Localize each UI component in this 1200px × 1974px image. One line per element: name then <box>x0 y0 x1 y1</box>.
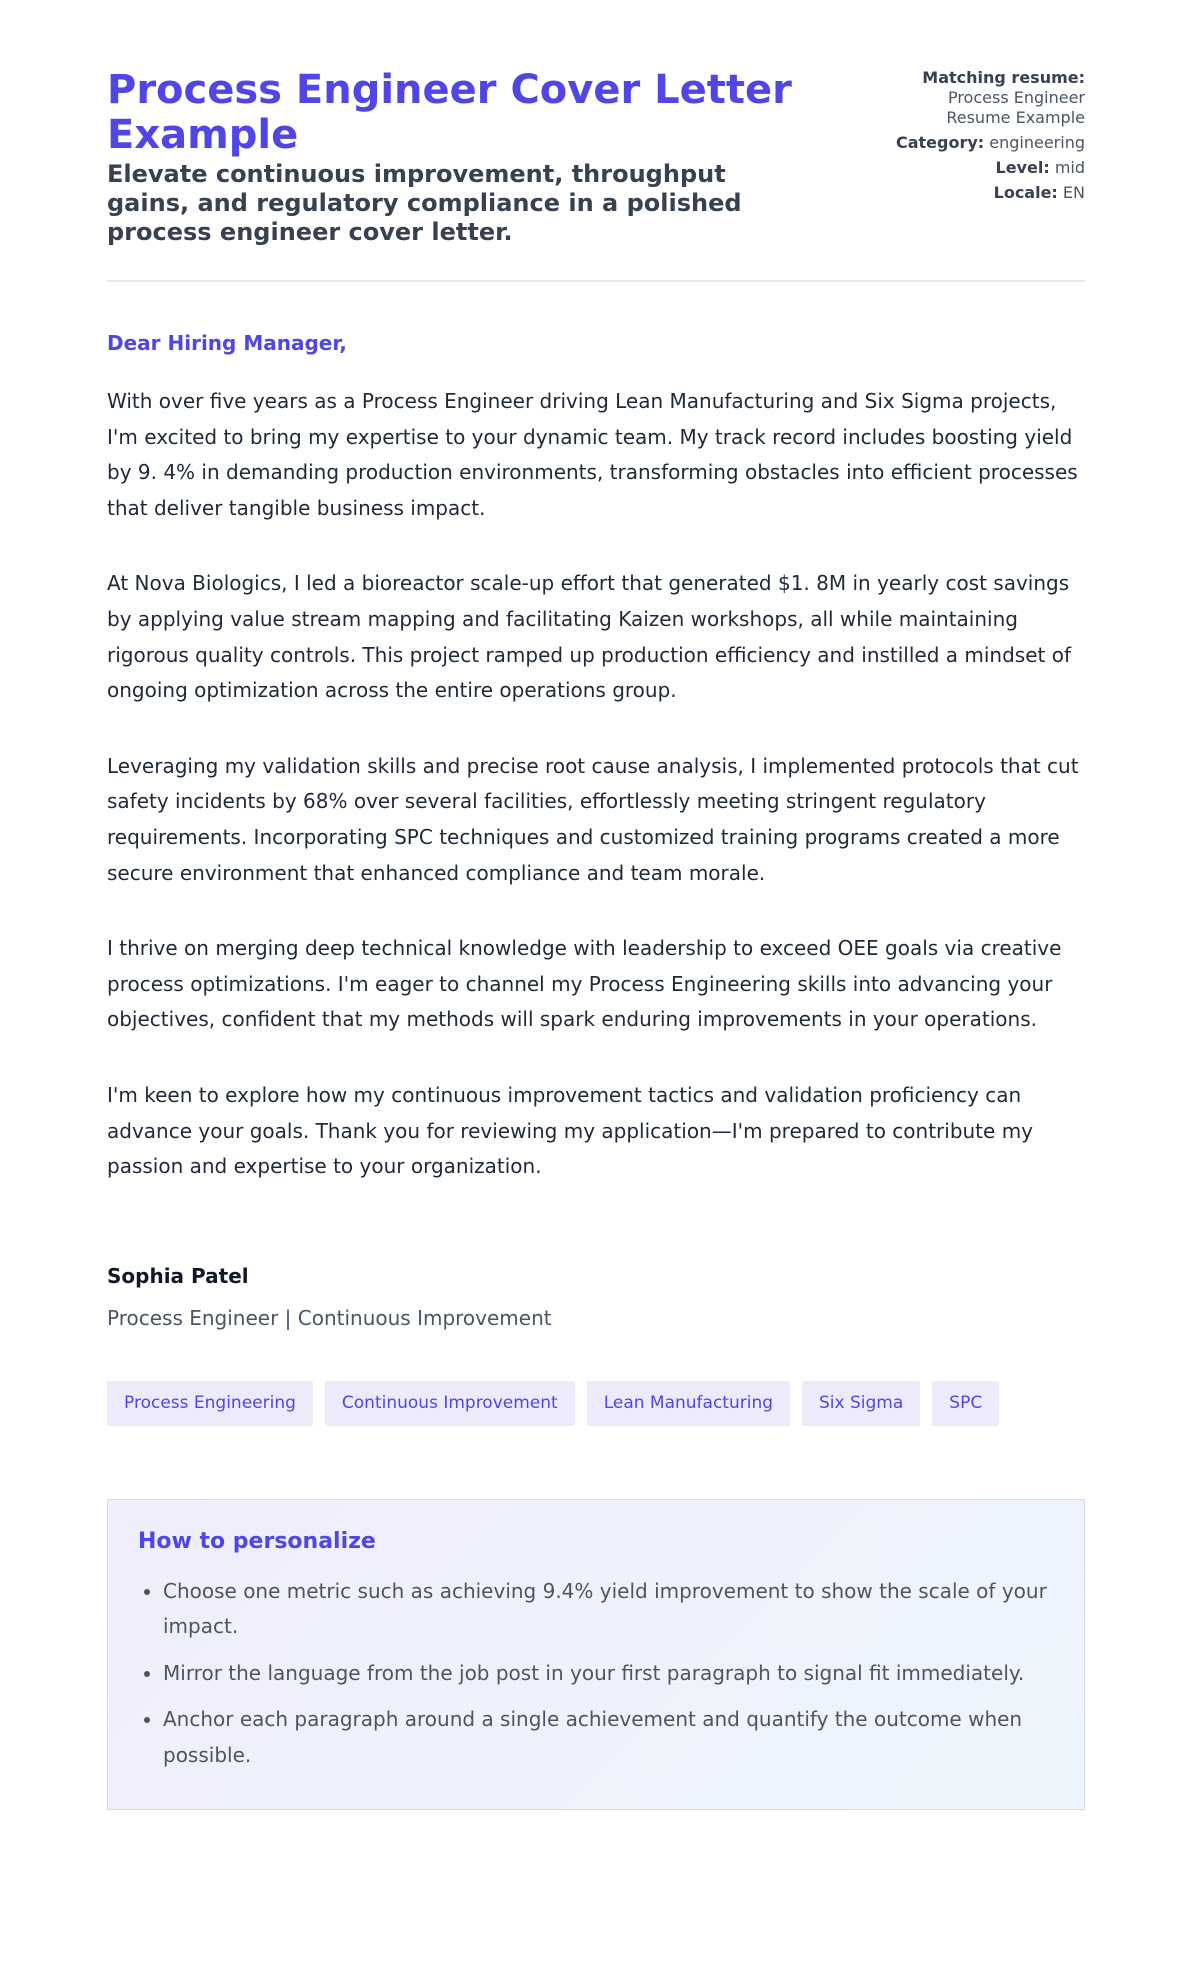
cover-letter-page <box>107 68 1085 1810</box>
divider <box>107 280 1085 282</box>
meta-level <box>896 158 1085 178</box>
meta-category <box>896 133 1085 153</box>
meta-value: EN <box>1062 183 1085 202</box>
signature-name: Sophia Patel <box>107 1263 249 1288</box>
greeting: Dear Hiring Manager, <box>107 331 347 355</box>
skill-tag[interactable]: Continuous Improvement <box>325 1381 575 1426</box>
meta-value: mid <box>1054 158 1085 177</box>
tip-item: • Anchor each paragraph around a single achievement and quantify the outcome when possible. <box>163 1702 1054 1773</box>
page-title: Process Engineer Cover Letter Example <box>107 67 792 158</box>
letter-paragraph: With over five years as a Process Engineer driving Lean Manufacturing and Six Sigma projects, I'm excited to bring my expertise to your dynamic team. My track record includes boosting yield by 9. 4% in demanding production environments, transforming obstacles into efficient processes that deliver tangible business impact. <box>107 389 1078 520</box>
page-subtitle: Elevate continuous improvement, throughput gains, and regulatory compliance in a polished process engineer cover letter. <box>107 160 742 246</box>
letter-paragraph: I'm keen to explore how my continuous improvement tactics and validation proficiency can advance your goals. Thank you for reviewing my application—I'm prepared to contribute my passion and expertise to your organization. <box>107 1082 1034 1179</box>
meta-label: Category: <box>895 133 985 152</box>
tips-heading: How to personalize <box>138 1528 376 1554</box>
tip-item: • Choose one metric such as achieving 9.4% yield improvement to show the scale of your impact. <box>163 1574 1054 1645</box>
resume-meta <box>896 68 1085 208</box>
meta-label: Matching resume: <box>922 68 1085 87</box>
letter-paragraph: I thrive on merging deep technical knowledge with leadership to exceed OEE goals via creative process optimizations. I'm eager to channel my Process Engineering skills into advancing your objectives, confident that my methods will spark enduring improvements in your operations. <box>107 936 1062 1032</box>
meta-matching-resume <box>896 68 1085 128</box>
meta-label: Locale: <box>993 183 1058 202</box>
letter-paragraph: Leveraging my validation skills and precise root cause analysis, I implemented protocols that cut safety incidents by 68% over several facilities, effortlessly meeting stringent regulatory requirements. Incorporating SPC techniques and customized training programs created a more secure environment that enhanced compliance and team morale. <box>107 753 1079 885</box>
page-header <box>107 68 1085 247</box>
skill-tag[interactable]: Six Sigma <box>802 1381 920 1426</box>
matching-resume-link[interactable]: Process Engineer Resume Example <box>946 88 1085 127</box>
skill-tag[interactable]: Process Engineering <box>107 1381 313 1426</box>
title-block <box>107 68 807 247</box>
signature-role: Process Engineer | Continuous Improvement <box>107 1305 552 1330</box>
meta-value: engineering <box>989 133 1085 152</box>
skill-tag[interactable]: Lean Manufacturing <box>587 1381 790 1426</box>
meta-locale <box>896 183 1085 203</box>
skill-tags <box>107 1381 1085 1426</box>
personalize-tips-box <box>107 1499 1085 1811</box>
tips-list <box>138 1574 1054 1774</box>
tip-item: • Mirror the language from the job post in your first paragraph to signal fit immediately. <box>163 1656 1054 1692</box>
skill-tag[interactable]: SPC <box>932 1381 999 1426</box>
letter-paragraph: At Nova Biologics, I led a bioreactor scale-up effort that generated $1. 8M in yearly cost savings by applying value stream mapping and facilitating Kaizen workshops, all while maintaining rigorous quality controls. This project ramped up production efficiency and instilled a mindset of ongoing optimization across the entire operations group. <box>107 571 1072 703</box>
meta-label: Level: <box>995 158 1050 177</box>
